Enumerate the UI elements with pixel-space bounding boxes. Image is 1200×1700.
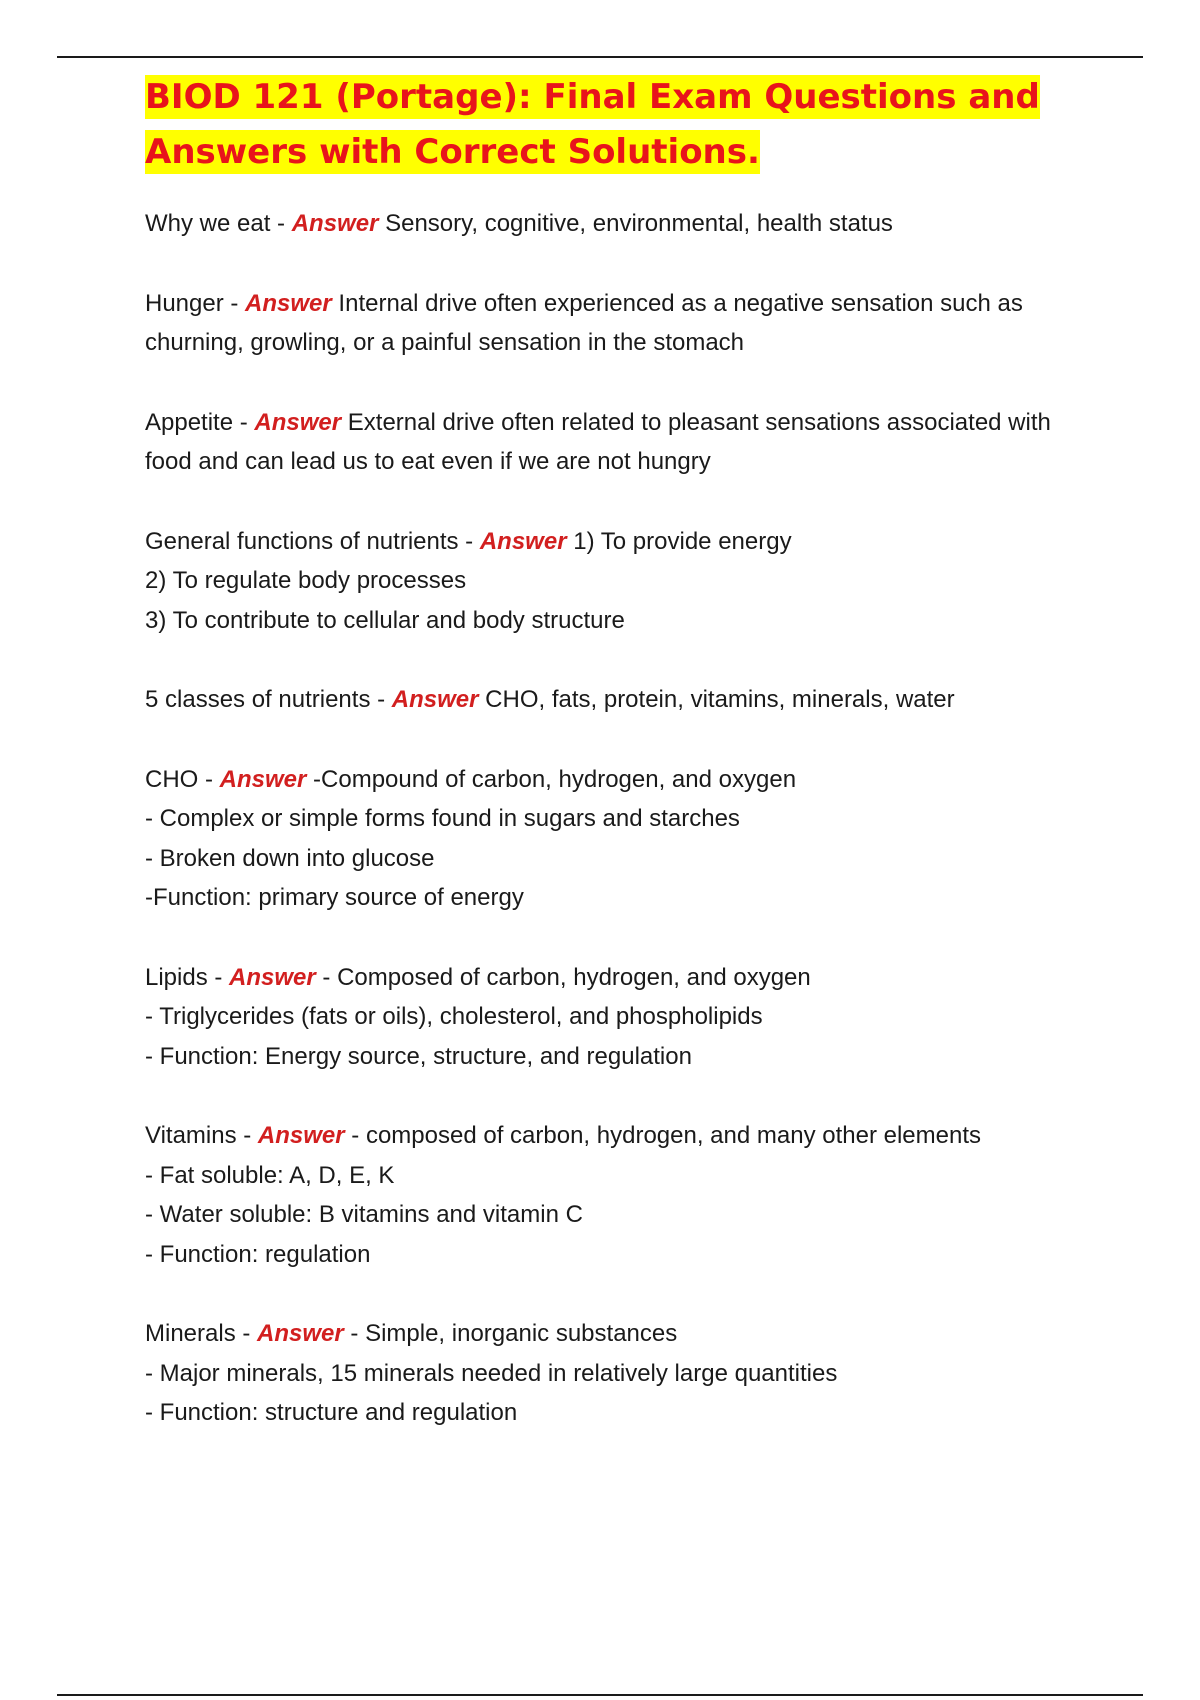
qa-term: Minerals (145, 1320, 236, 1347)
answer-label: Answer (479, 527, 567, 555)
qa-answer: - Simple, inorganic substances (350, 1320, 678, 1347)
qa-term: Why we eat (145, 210, 271, 237)
qa-separator: - (370, 686, 392, 713)
qa-first-line (145, 403, 1085, 482)
qa-entry (145, 958, 1085, 1077)
qa-answer-line: - Complex or simple forms found in sugars and starches (145, 805, 740, 832)
answer-label: Answer (229, 963, 316, 991)
qa-separator: - (223, 289, 246, 317)
top-rule (57, 56, 1143, 58)
answer-label: Answer (245, 289, 332, 317)
qa-separator: - (236, 1122, 258, 1149)
qa-separator: - (458, 527, 480, 555)
qa-entry (145, 403, 1085, 482)
qa-first-line (145, 284, 1085, 363)
qa-answer-line: - Fat soluble: A, D, E, K (145, 1161, 395, 1189)
answer-label: Answer (391, 686, 479, 713)
qa-term: 5 classes of nutrients (145, 686, 371, 713)
qa-answer: - Composed of carbon, hydrogen, and oxygen (322, 963, 811, 991)
qa-entry (145, 680, 1085, 720)
qa-entry (145, 522, 1085, 641)
qa-answer: Internal drive often experienced as a negative sensation such as churning, growling, or a painful sensation in the stomach (145, 289, 1023, 356)
qa-entry (145, 760, 1085, 918)
qa-entry (145, 284, 1085, 363)
qa-answer: -Compound of carbon, hydrogen, and oxygen (313, 765, 797, 793)
qa-separator: - (270, 210, 292, 237)
qa-first-line (145, 760, 1085, 800)
qa-answer: CHO, fats, protein, vitamins, minerals, water (485, 686, 955, 713)
qa-answer-line: - Function: Energy source, structure, and regulation (145, 1042, 692, 1070)
qa-term: Lipids (145, 963, 208, 991)
qa-entry (145, 1314, 1085, 1433)
qa-first-line (145, 958, 1085, 998)
qa-first-line (145, 680, 1085, 720)
qa-answer-line: - Function: structure and regulation (145, 1399, 518, 1426)
qa-answer-line: 2) To regulate body processes (145, 567, 467, 594)
qa-entry (145, 204, 1085, 244)
qa-term: General functions of nutrients (145, 527, 459, 555)
qa-term: Appetite (145, 408, 234, 436)
qa-separator: - (207, 963, 230, 991)
qa-first-line (145, 1314, 1085, 1354)
qa-answer-line: -Function: primary source of energy (145, 884, 524, 911)
qa-answer-line: 3) To contribute to cellular and body structure (145, 606, 625, 634)
document-body (145, 70, 1085, 1473)
qa-answer: 1) To provide energy (573, 527, 792, 555)
qa-answer-line: - Broken down into glucose (145, 844, 435, 872)
answer-label: Answer (219, 765, 307, 793)
bottom-rule (57, 1694, 1143, 1696)
qa-separator: - (198, 765, 220, 793)
answer-label: Answer (257, 1320, 344, 1347)
qa-answer-line: - Function: regulation (145, 1240, 371, 1268)
qa-term: Hunger (145, 289, 224, 317)
qa-answer-line: - Major minerals, 15 minerals needed in relatively large quantities (145, 1359, 838, 1387)
qa-first-line (145, 522, 1085, 562)
qa-term: Vitamins (145, 1122, 237, 1149)
qa-entry (145, 1116, 1085, 1274)
qa-term: CHO (145, 765, 199, 793)
qa-list (145, 204, 1085, 1433)
qa-answer-line: - Water soluble: B vitamins and vitamin C (145, 1201, 583, 1228)
document-title-text: BIOD 121 (Portage): Final Exam Questions and Answers with Correct Solutions. (145, 77, 1040, 172)
document-title (145, 70, 1085, 180)
answer-label: Answer (254, 408, 342, 436)
qa-separator: - (233, 408, 255, 436)
qa-first-line (145, 1116, 1085, 1156)
qa-separator: - (235, 1320, 258, 1347)
qa-first-line (145, 204, 1085, 244)
qa-answer: - composed of carbon, hydrogen, and many other elements (351, 1122, 981, 1149)
answer-label: Answer (291, 210, 379, 237)
answer-label: Answer (257, 1122, 345, 1149)
qa-answer: Sensory, cognitive, environmental, health status (385, 210, 893, 237)
qa-answer-line: - Triglycerides (fats or oils), cholesterol, and phospholipids (145, 1003, 763, 1030)
qa-answer: External drive often related to pleasant sensations associated with food and can lead us to eat even if we are not hungry (145, 408, 1051, 475)
